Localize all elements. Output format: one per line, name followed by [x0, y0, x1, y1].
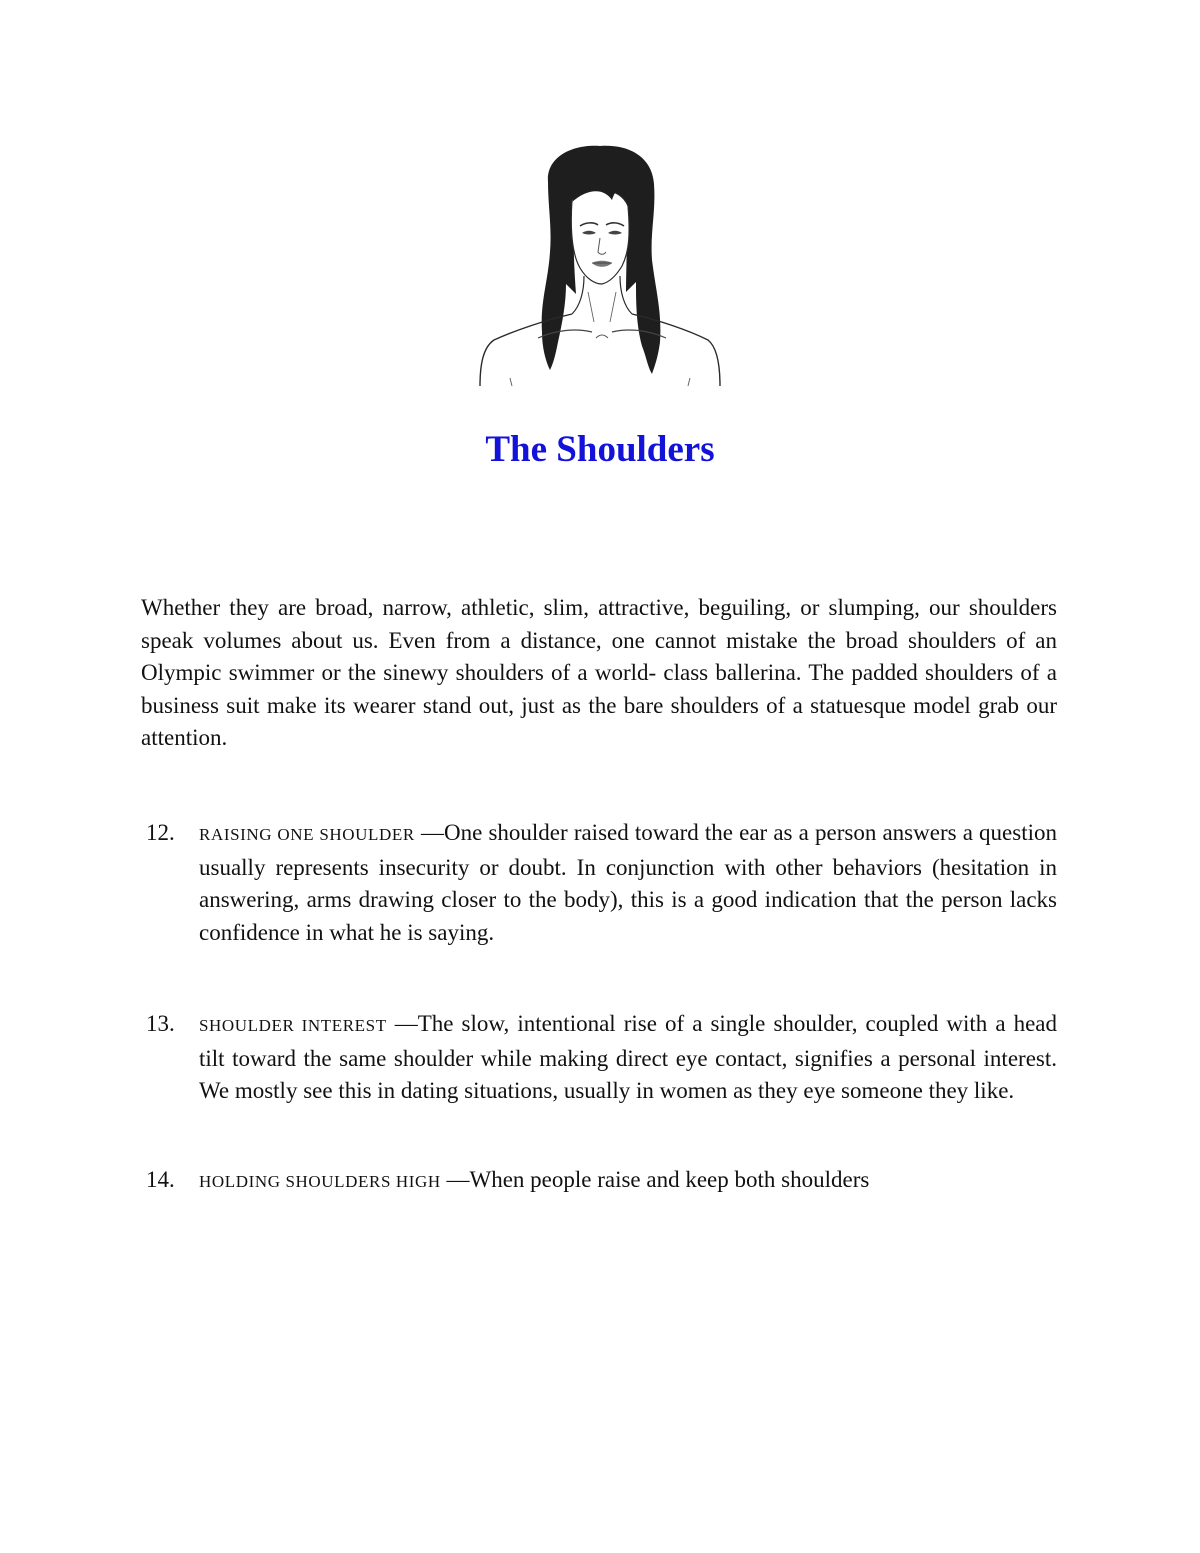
woman-shoulders-illustration: [476, 142, 724, 388]
chapter-title: The Shoulders: [485, 429, 715, 470]
list-item: [141, 1164, 1057, 1199]
item-number: 13.: [146, 1011, 175, 1036]
item-term: SHOULDER INTEREST: [199, 1016, 387, 1035]
item-number: 14.: [146, 1167, 175, 1192]
item-term: HOLDING SHOULDERS HIGH: [199, 1172, 441, 1191]
item-text: —The slow, intentional rise of a single shoulder, coupled with a head tilt toward the same shoulder while making direct eye contact, signifies a personal interest. We mostly see this in dating situations, usually in women as they eye someone they like.: [199, 1011, 1058, 1103]
item-text: —One shoulder raised toward the ear as a person answers a question usually represents insecurity or doubt. In conjunction with other behaviors (hesitation in answering, arms drawing closer to the body), this is a good indication that the person lacks confidence in what he is saying.: [199, 820, 1057, 945]
list-item: [141, 817, 1057, 949]
item-number: 12.: [146, 820, 175, 845]
intro-paragraph: Whether they are broad, narrow, athletic, slim, attractive, beguiling, or slumping, our shoulders speak volumes about us. Even from a distance, one cannot mistake the broad shoulders of an Olympic swimmer or the sinewy shoulders of a world- class ballerina. The padded shoulders of a business suit make its wearer stand out, just as the bare shoulders of a statuesque model grab our attention.: [141, 595, 1057, 750]
item-text: —When people raise and keep both shoulders: [446, 1167, 870, 1192]
item-term: RAISING ONE SHOULDER: [199, 825, 415, 844]
list-item: [141, 1008, 1057, 1108]
